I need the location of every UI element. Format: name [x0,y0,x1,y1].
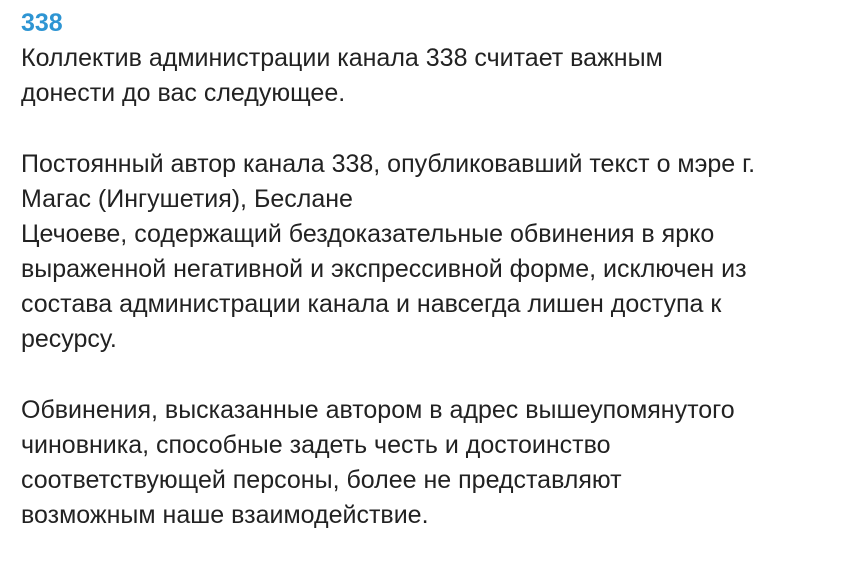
message-line: Коллектив администрации канала 338 считает важным [21,44,663,72]
message-line: состава администрации канала и навсегда лишен доступа к [21,290,722,318]
message-line: Постоянный автор канала 338, опубликовавший текст о мэре г. [21,150,756,178]
message-line: донести до вас следующее. [21,79,346,107]
message-line: чиновника, способные задеть честь и достоинство [21,431,611,459]
channel-name[interactable]: 338 [21,9,63,37]
message-line: соответствующей персоны, более не представляют [21,466,622,494]
message-line: Магас (Ингушетия), Беслане [21,185,353,213]
channel-name-row [21,6,826,41]
message-line: Обвинения, высказанные автором в адрес вышеупомянутого [21,396,735,424]
message-line: возможным наше взаимодействие. [21,501,429,529]
message-paragraph [21,393,826,533]
message-line: Цечоеве, содержащий бездоказательные обвинения в ярко [21,220,715,248]
message-paragraph [21,41,826,111]
message-paragraph [21,147,826,357]
message-line: ресурсу. [21,325,117,353]
message-line: выраженной негативной и экспрессивной форме, исключен из [21,255,747,283]
